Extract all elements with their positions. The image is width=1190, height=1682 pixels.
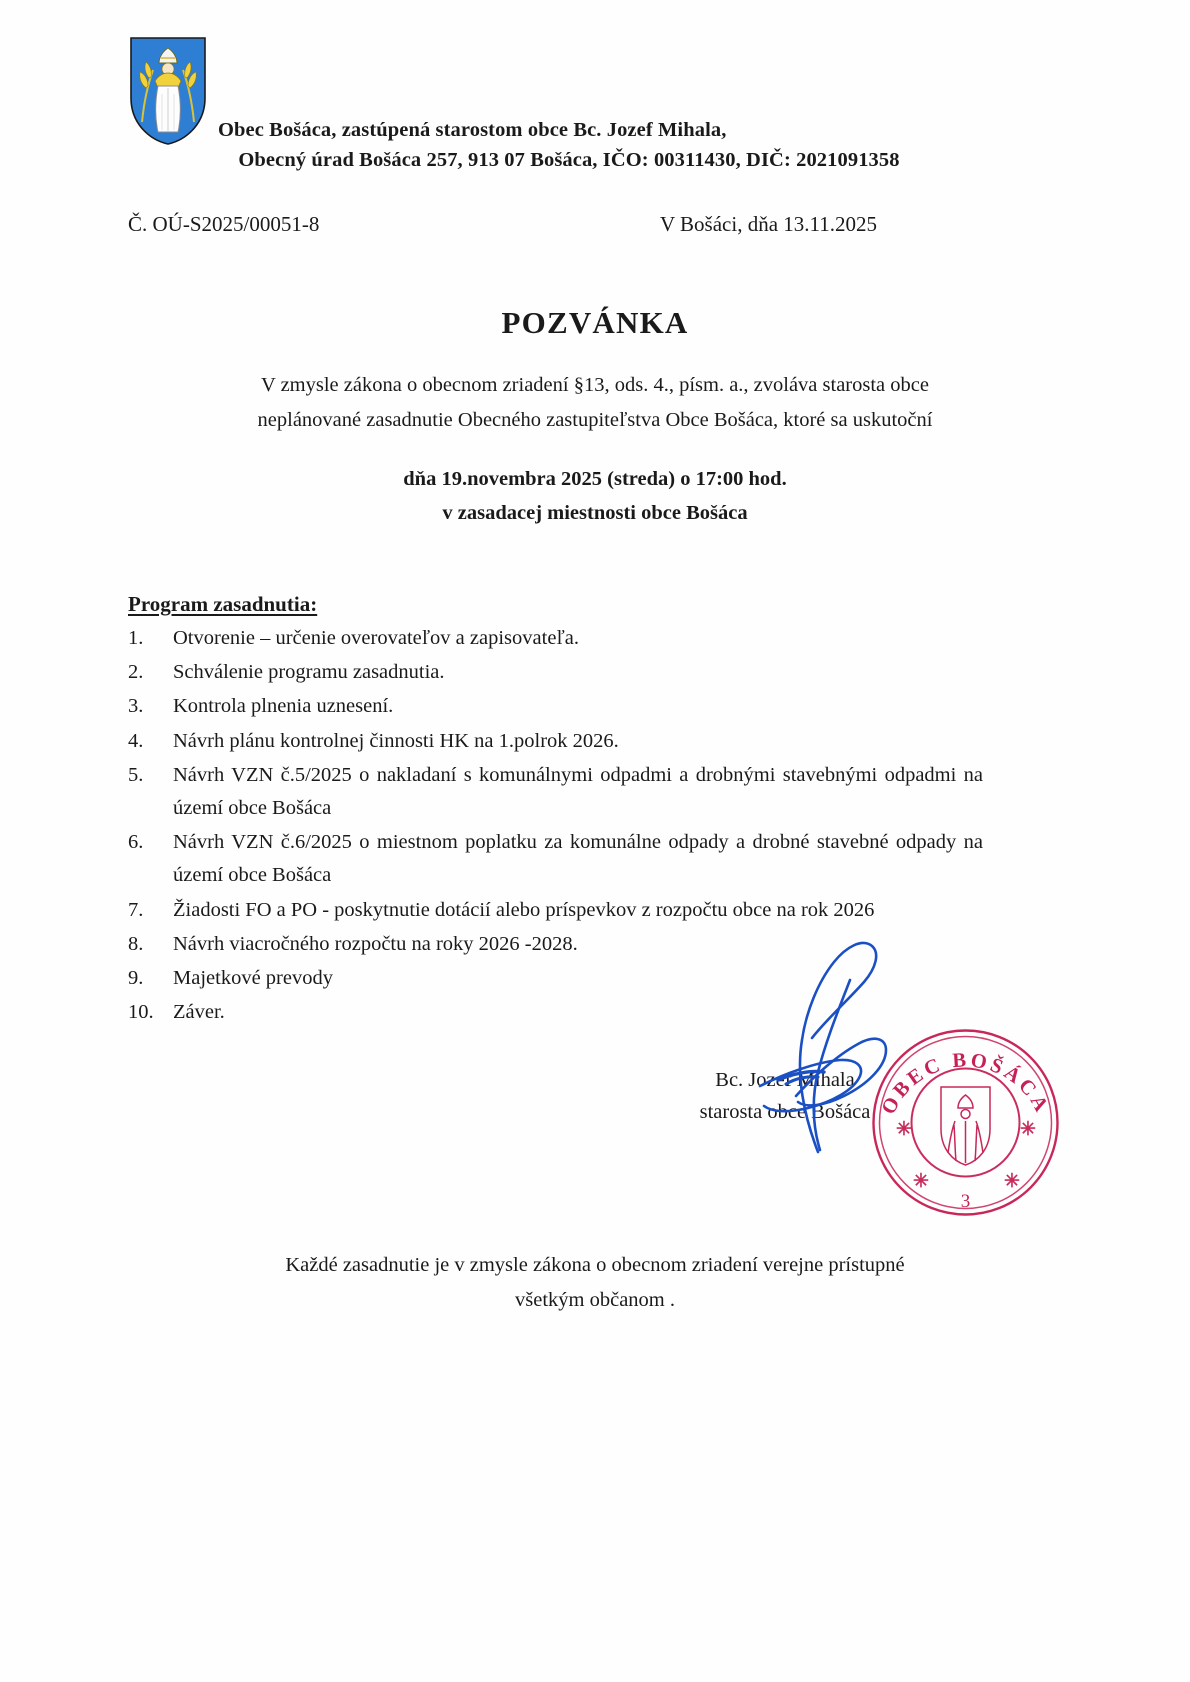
- program-item: [128, 690, 983, 723]
- meeting-datetime: dňa 19.novembra 2025 (streda) o 17:00 hod.: [403, 468, 787, 490]
- program-item: [128, 928, 983, 961]
- program-item: [128, 622, 983, 655]
- footer-line-2: všetkým občanom .: [515, 1288, 675, 1311]
- program-item: [128, 759, 983, 825]
- program-item-number: 1.: [128, 627, 144, 649]
- program-item-text: Kontrola plnenia uznesení.: [173, 695, 394, 718]
- signature-role: starosta obce Bošáca: [699, 1100, 871, 1123]
- footer-note: [160, 1248, 1030, 1318]
- reference-line: [0, 212, 1190, 246]
- program-item-text: Návrh plánu kontrolnej činnosti HK na 1.polrok 2026.: [173, 729, 619, 752]
- program-item: [128, 826, 983, 892]
- header-line-2: Obecný úrad Bošáca 257, 913 07 Bošáca, IČO: 00311430, DIČ: 2021091358: [238, 148, 900, 171]
- stamp-arc-text: OBEC BOŠÁCA: [877, 1049, 1054, 1119]
- header-line-1: Obec Bošáca, zastúpená starostom obce Bc. Jozef Mihala,: [218, 119, 727, 141]
- intro-paragraph: [160, 368, 1030, 439]
- stamp-star-lower-left: ✳: [913, 1171, 929, 1192]
- program-item-number: 3.: [128, 695, 144, 718]
- program-item-number: 5.: [128, 763, 144, 786]
- program-item-text: Záver.: [173, 1001, 225, 1024]
- program-item-text: Návrh VZN č.5/2025 o nakladaní s komunálnymi odpadmi a drobnými stavebnými odpadmi na území obce Bošáca: [173, 763, 983, 820]
- program-item: [128, 725, 983, 758]
- official-stamp: [868, 1025, 1063, 1220]
- program-item: [128, 962, 983, 995]
- program-item-number: 4.: [128, 729, 144, 752]
- program-heading: Program zasadnutia:: [128, 592, 318, 616]
- program-item-text: Návrh viacročného rozpočtu na roky 2026 -2028.: [173, 932, 578, 955]
- stamp-star-right: ✳: [1020, 1119, 1036, 1140]
- program-list: [128, 622, 983, 1030]
- program-item-number: 7.: [128, 898, 144, 921]
- program-item-text: Žiadosti FO a PO - poskytnutie dotácií alebo príspevkov z rozpočtu obce na rok 2026: [173, 898, 875, 921]
- stamp-star-lower-right: ✳: [1004, 1171, 1020, 1192]
- program-item-number: 8.: [128, 932, 144, 955]
- intro-line-1: V zmysle zákona o obecnom zriadení §13, ods. 4., písm. a., zvoláva starosta obce: [261, 374, 929, 396]
- program-item-text: Otvorenie – určenie overovateľov a zapisovateľa.: [173, 627, 579, 649]
- program-item-text: Návrh VZN č.6/2025 o miestnom poplatku za komunálne odpady a drobné stavebné odpady na území obce Bošáca: [173, 831, 983, 887]
- program-item-number: 6.: [128, 831, 144, 854]
- reference-number: Č. OÚ-S2025/00051-8: [128, 212, 320, 236]
- signature-name: Bc. Jozef Mihala: [715, 1069, 855, 1091]
- meeting-details: [160, 462, 1030, 531]
- program-item: [128, 894, 983, 927]
- program-item: [128, 996, 983, 1029]
- intro-line-2: neplánované zasadnutie Obecného zastupiteľstva Obce Bošáca, ktoré sa uskutoční: [257, 409, 933, 432]
- document-header: [0, 28, 1190, 173]
- program-item-text: Majetkové prevody: [173, 967, 333, 990]
- coat-of-arms-icon: [128, 36, 208, 146]
- stamp-star-left: ✳: [896, 1119, 912, 1140]
- document-title: POZVÁNKA: [501, 305, 689, 340]
- program-item-number: 9.: [128, 967, 144, 990]
- meeting-venue: v zasadacej miestnosti obce Bošáca: [442, 502, 748, 525]
- program-item-number: 10.: [128, 1001, 154, 1024]
- place-and-date: V Bošáci, dňa 13.11.2025: [660, 212, 877, 236]
- program-item: [128, 656, 983, 689]
- footer-line-1: Každé zasadnutie je v zmysle zákona o obecnom zriadení verejne prístupné: [285, 1254, 905, 1276]
- stamp-number: 3: [960, 1191, 971, 1212]
- program-item-text: Schválenie programu zasadnutia.: [173, 661, 445, 684]
- header-authority-text: [200, 116, 1080, 175]
- program-item-number: 2.: [128, 661, 144, 684]
